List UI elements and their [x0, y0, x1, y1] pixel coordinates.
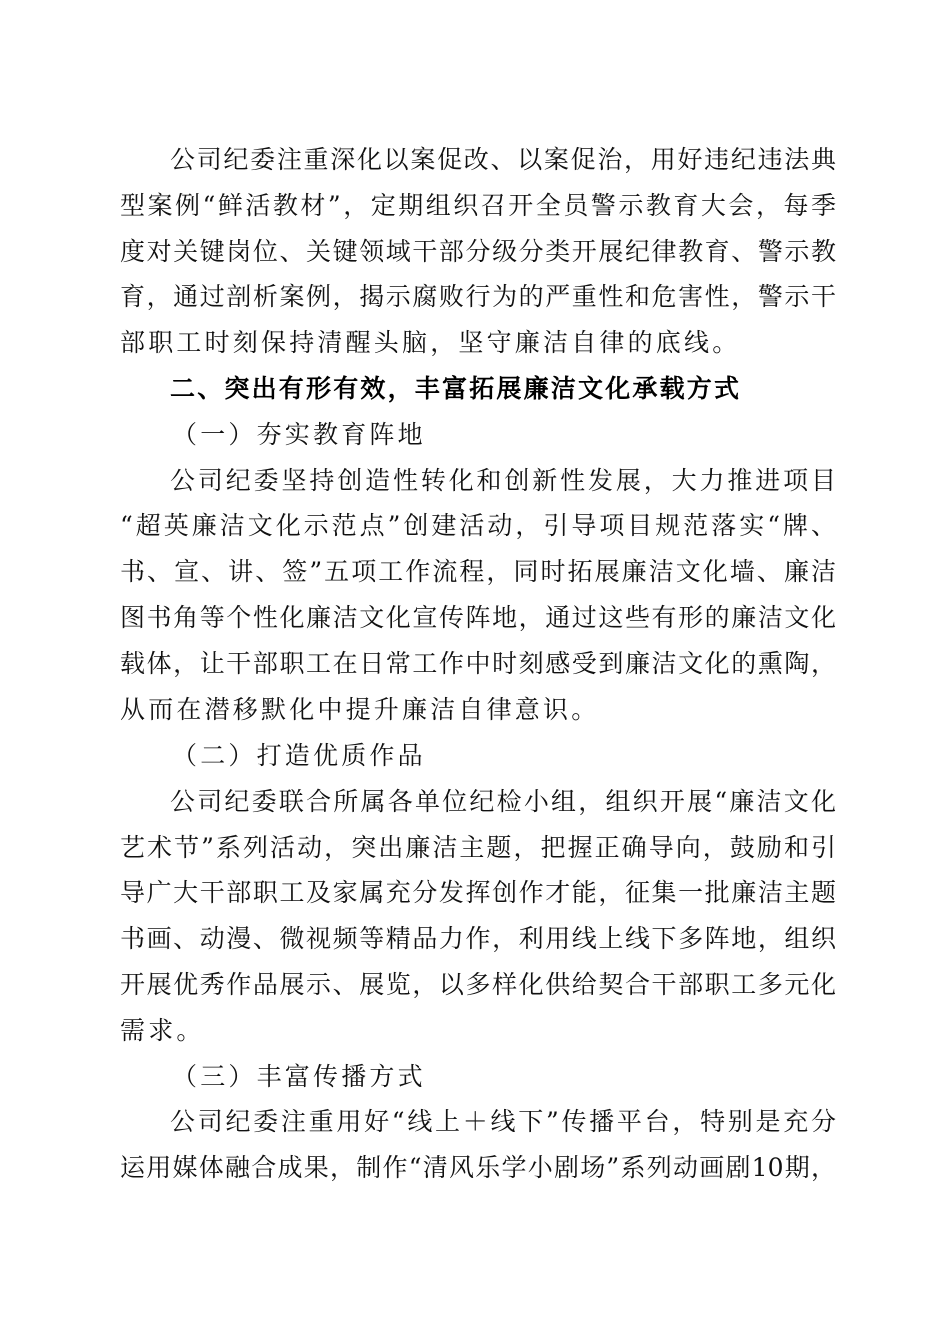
paragraph-line: 从而在潜移默化中提升廉洁自律意识。: [120, 695, 600, 724]
paragraph-line: 部职工时刻保持清醒头脑，坚守廉洁自律的底线。: [120, 328, 741, 357]
paragraph-line: 艺术节”系列活动，突出廉洁主题，把握正确导向，鼓励和引: [120, 833, 836, 862]
paragraph-line: 度对关键岗位、关键领域干部分级分类开展纪律教育、警示教: [120, 237, 836, 266]
paragraph-line: 载体，让干部职工在日常工作中时刻感受到廉洁文化的熏陶，: [120, 649, 836, 678]
paragraph-line: 公司纪委注重深化以案促改、以案促治，用好违纪违法典: [170, 145, 836, 174]
paragraph-line: “超英廉洁文化示范点”创建活动，引导项目规范落实“牌、: [120, 511, 836, 540]
paragraph-line: 公司纪委坚持创造性转化和创新性发展，大力推进项目: [170, 466, 836, 495]
paragraph-line: 导广大干部职工及家属充分发挥创作才能，征集一批廉洁主题: [120, 878, 836, 907]
section-heading: 二、突出有形有效，丰富拓展廉洁文化承载方式: [170, 374, 742, 403]
paragraph-line: 需求。: [120, 1016, 205, 1045]
subsection-heading: （二）打造优质作品: [172, 741, 426, 770]
paragraph-line: 开展优秀作品展示、展览，以多样化供给契合干部职工多元化: [120, 970, 836, 999]
subsection-heading: （一）夯实教育阵地: [172, 420, 426, 449]
paragraph-line: 运用媒体融合成果，制作“清风乐学小剧场”系列动画剧10期，: [120, 1153, 836, 1182]
paragraph-line: 育，通过剖析案例，揭示腐败行为的严重性和危害性，警示干: [120, 282, 836, 311]
paragraph-line: 书画、动漫、微视频等精品力作，利用线上线下多阵地，组织: [120, 924, 836, 953]
paragraph-line: 型案例“鲜活教材”，定期组织召开全员警示教育大会，每季: [120, 191, 836, 220]
paragraph-line: 公司纪委联合所属各单位纪检小组，组织开展“廉洁文化: [170, 787, 836, 816]
paragraph-line: 图书角等个性化廉洁文化宣传阵地，通过这些有形的廉洁文化: [120, 603, 836, 632]
paragraph-line: 书、宣、讲、签”五项工作流程，同时拓展廉洁文化墙、廉洁: [120, 557, 836, 586]
paragraph-line: 公司纪委注重用好“线上＋线下”传播平台，特别是充分: [170, 1107, 836, 1136]
subsection-heading: （三）丰富传播方式: [172, 1062, 426, 1091]
